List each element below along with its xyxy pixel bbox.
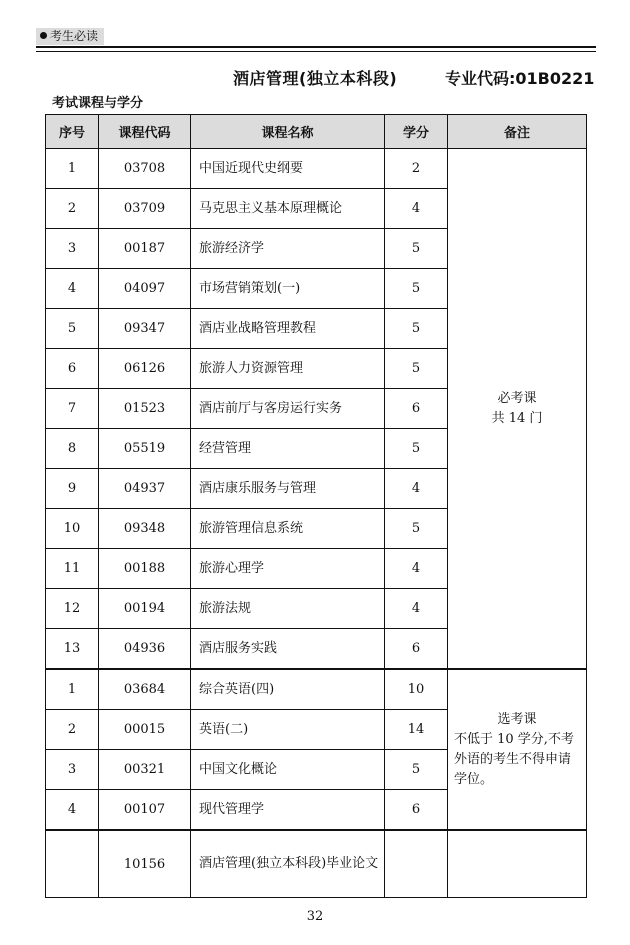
serial-cell: 13: [46, 629, 99, 670]
course-name-cell: 旅游法规: [191, 589, 385, 629]
remarks-cell: [448, 149, 587, 670]
credits-cell: 4: [385, 189, 448, 229]
course-name-cell: 酒店服务实践: [191, 629, 385, 670]
credits-cell: 6: [385, 629, 448, 670]
table-row: [46, 669, 587, 710]
credits-cell: 6: [385, 389, 448, 429]
course-name-cell: 现代管理学: [191, 790, 385, 831]
course-name-cell: 旅游心理学: [191, 549, 385, 589]
course-name-cell: 马克思主义基本原理概论: [191, 189, 385, 229]
course-code-cell: 00187: [99, 229, 191, 269]
course-name-cell: 经营管理: [191, 429, 385, 469]
serial-cell: 10: [46, 509, 99, 549]
course-name-cell: 旅游经济学: [191, 229, 385, 269]
credits-cell: 6: [385, 790, 448, 831]
serial-cell: 4: [46, 269, 99, 309]
course-name-cell: 酒店管理(独立本科段)毕业论文: [191, 830, 385, 898]
column-header: 备注: [448, 115, 587, 149]
serial-cell: 1: [46, 669, 99, 710]
course-code-cell: 03709: [99, 189, 191, 229]
course-code-cell: 04937: [99, 469, 191, 509]
course-code-cell: 09347: [99, 309, 191, 349]
page-number: 32: [306, 909, 324, 924]
serial-cell: 11: [46, 549, 99, 589]
header-rule-thin: [36, 51, 596, 52]
course-name-cell: 综合英语(四): [191, 669, 385, 710]
credits-cell: 2: [385, 149, 448, 189]
course-name-cell: 酒店前厅与客房运行实务: [191, 389, 385, 429]
course-name-cell: 市场营销策划(一): [191, 269, 385, 309]
serial-cell: 6: [46, 349, 99, 389]
serial-cell: 8: [46, 429, 99, 469]
course-name-cell: 旅游人力资源管理: [191, 349, 385, 389]
credits-cell: 5: [385, 429, 448, 469]
remarks-detail: 共 14 门: [491, 410, 543, 426]
column-header: 课程代码: [99, 115, 191, 149]
course-code-cell: 00015: [99, 710, 191, 750]
serial-cell: 4: [46, 790, 99, 831]
credits-cell: 5: [385, 750, 448, 790]
credits-cell: 14: [385, 710, 448, 750]
course-name-cell: 旅游管理信息系统: [191, 509, 385, 549]
credits-cell: 5: [385, 509, 448, 549]
thesis-row: [46, 830, 587, 898]
serial-cell: 9: [46, 469, 99, 509]
column-header: 学分: [385, 115, 448, 149]
remarks-cell: [448, 669, 587, 830]
credits-cell: 5: [385, 229, 448, 269]
course-name-cell: 酒店业战略管理教程: [191, 309, 385, 349]
serial-cell: 7: [46, 389, 99, 429]
course-code-cell: 03684: [99, 669, 191, 710]
course-code-cell: 00188: [99, 549, 191, 589]
serial-cell: 5: [46, 309, 99, 349]
bullet-icon: [40, 32, 47, 39]
table-header-row: [46, 115, 587, 149]
course-code-cell: 00321: [99, 750, 191, 790]
serial-cell: 12: [46, 589, 99, 629]
course-code-cell: 00107: [99, 790, 191, 831]
course-name-cell: 英语(二): [191, 710, 385, 750]
course-code-cell: 04097: [99, 269, 191, 309]
credits-cell: 5: [385, 269, 448, 309]
serial-cell: 3: [46, 750, 99, 790]
course-code-cell: 05519: [99, 429, 191, 469]
section-tag: [36, 28, 104, 45]
serial-cell: 1: [46, 149, 99, 189]
serial-cell: 2: [46, 189, 99, 229]
course-code-cell: 10156: [99, 830, 191, 898]
course-table: [45, 114, 587, 898]
course-name-cell: 中国文化概论: [191, 750, 385, 790]
credits-cell: 4: [385, 549, 448, 589]
major-code: 专业代码:01B0221: [445, 69, 595, 88]
serial-cell: [46, 830, 99, 898]
credits-cell: 4: [385, 589, 448, 629]
credits-cell: [385, 830, 448, 898]
header-rule-thick: [36, 46, 596, 48]
course-code-cell: 04936: [99, 629, 191, 670]
course-code-cell: 03708: [99, 149, 191, 189]
course-code-cell: 01523: [99, 389, 191, 429]
serial-cell: 2: [46, 710, 99, 750]
section-title: 考试课程与学分: [52, 96, 144, 111]
credits-cell: 5: [385, 309, 448, 349]
section-tag-label: 考生必读: [50, 29, 99, 43]
table-row: [46, 149, 587, 189]
course-code-cell: 09348: [99, 509, 191, 549]
credits-cell: 5: [385, 349, 448, 389]
column-header: 课程名称: [191, 115, 385, 149]
column-header: 序号: [46, 115, 99, 149]
remarks-cell: [448, 830, 587, 898]
course-name-cell: 酒店康乐服务与管理: [191, 469, 385, 509]
remarks-detail: 不低于 10 学分,不考外语的考生不得申请学位。: [454, 731, 574, 787]
remarks-title: 选考课: [497, 711, 537, 727]
course-code-cell: 00194: [99, 589, 191, 629]
credits-cell: 10: [385, 669, 448, 710]
major-title: 酒店管理(独立本科段): [233, 69, 398, 88]
remarks-title: 必考课: [497, 390, 537, 406]
course-code-cell: 06126: [99, 349, 191, 389]
credits-cell: 4: [385, 469, 448, 509]
course-name-cell: 中国近现代史纲要: [191, 149, 385, 189]
serial-cell: 3: [46, 229, 99, 269]
